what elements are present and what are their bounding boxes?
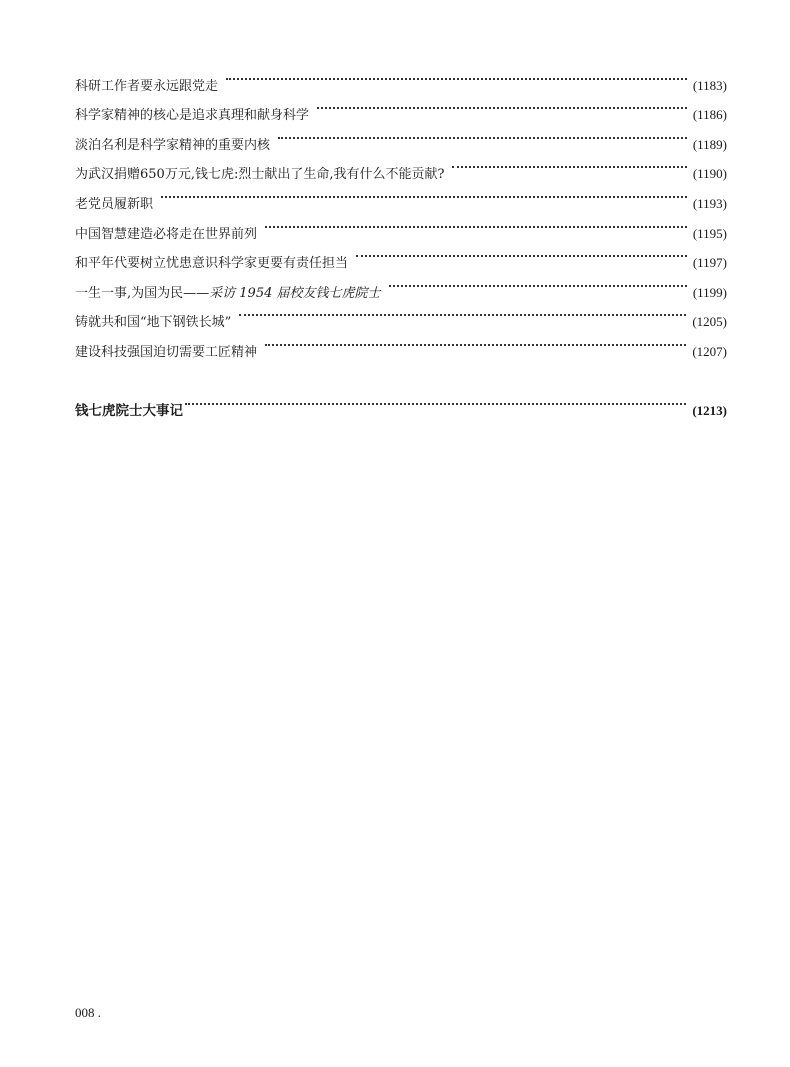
toc-entry-title: 中国智慧建造必将走在世界前列 <box>75 226 258 242</box>
dot-leader <box>278 119 687 149</box>
toc-entry-title-subtitle: 采访 1954 届校友钱七虎院士 <box>209 285 381 301</box>
toc-entry-title: 和平年代要树立忧患意识科学家更要有责任担当 <box>75 256 349 272</box>
toc-entry[interactable] <box>75 208 727 242</box>
toc-entry-page: (1207) <box>692 343 727 359</box>
dot-leader <box>265 326 686 356</box>
toc-entry-title: 为武汉捐赠650万元,钱七虎:烈士献出了生命,我有什么不能贡献? <box>75 167 445 183</box>
toc-entry[interactable] <box>75 178 727 212</box>
dot-leader <box>265 208 687 238</box>
dot-leader <box>356 238 687 268</box>
toc-entry-page: (1186) <box>692 107 727 123</box>
toc-entry-page: (1195) <box>692 225 727 241</box>
toc-entry-title-main: 一生一事,为国为民—— <box>75 285 210 301</box>
table-of-contents <box>75 60 727 419</box>
toc-entry-title: 老党员履新职 <box>75 196 154 212</box>
toc-entry-page: (1190) <box>692 166 727 182</box>
dot-leader <box>317 90 687 120</box>
page-number: 008 . <box>75 1005 101 1020</box>
toc-entry-page: (1193) <box>692 195 727 211</box>
dot-leader <box>389 267 687 297</box>
dot-leader <box>452 149 686 179</box>
toc-appendix-entry[interactable] <box>75 385 727 419</box>
dot-leader <box>161 178 687 208</box>
toc-entry-page: (1189) <box>692 136 727 152</box>
dot-leader <box>226 60 687 90</box>
toc-entry-title: 建设科技强国迫切需要工匠精神 <box>75 344 258 360</box>
toc-entry-title: 科研工作者要永远跟党走 <box>75 78 219 94</box>
toc-entry-title: 铸就共和国“地下钢铁长城” <box>75 315 232 331</box>
toc-entry-page: (1183) <box>692 77 727 93</box>
dot-leader <box>239 297 686 327</box>
toc-entry-title: 科学家精神的核心是追求真理和献身科学 <box>75 108 310 124</box>
dot-leader <box>185 385 686 415</box>
toc-entry-page: (1205) <box>692 314 727 330</box>
toc-entry-page: (1197) <box>692 255 727 271</box>
toc-appendix-page: (1213) <box>692 402 727 418</box>
toc-entry-page: (1199) <box>692 284 727 300</box>
toc-entry-title: 淡泊名利是科学家精神的重要内核 <box>75 137 271 153</box>
toc-appendix-title: 钱七虎院士大事记 <box>75 402 183 419</box>
toc-entry[interactable] <box>75 60 727 94</box>
